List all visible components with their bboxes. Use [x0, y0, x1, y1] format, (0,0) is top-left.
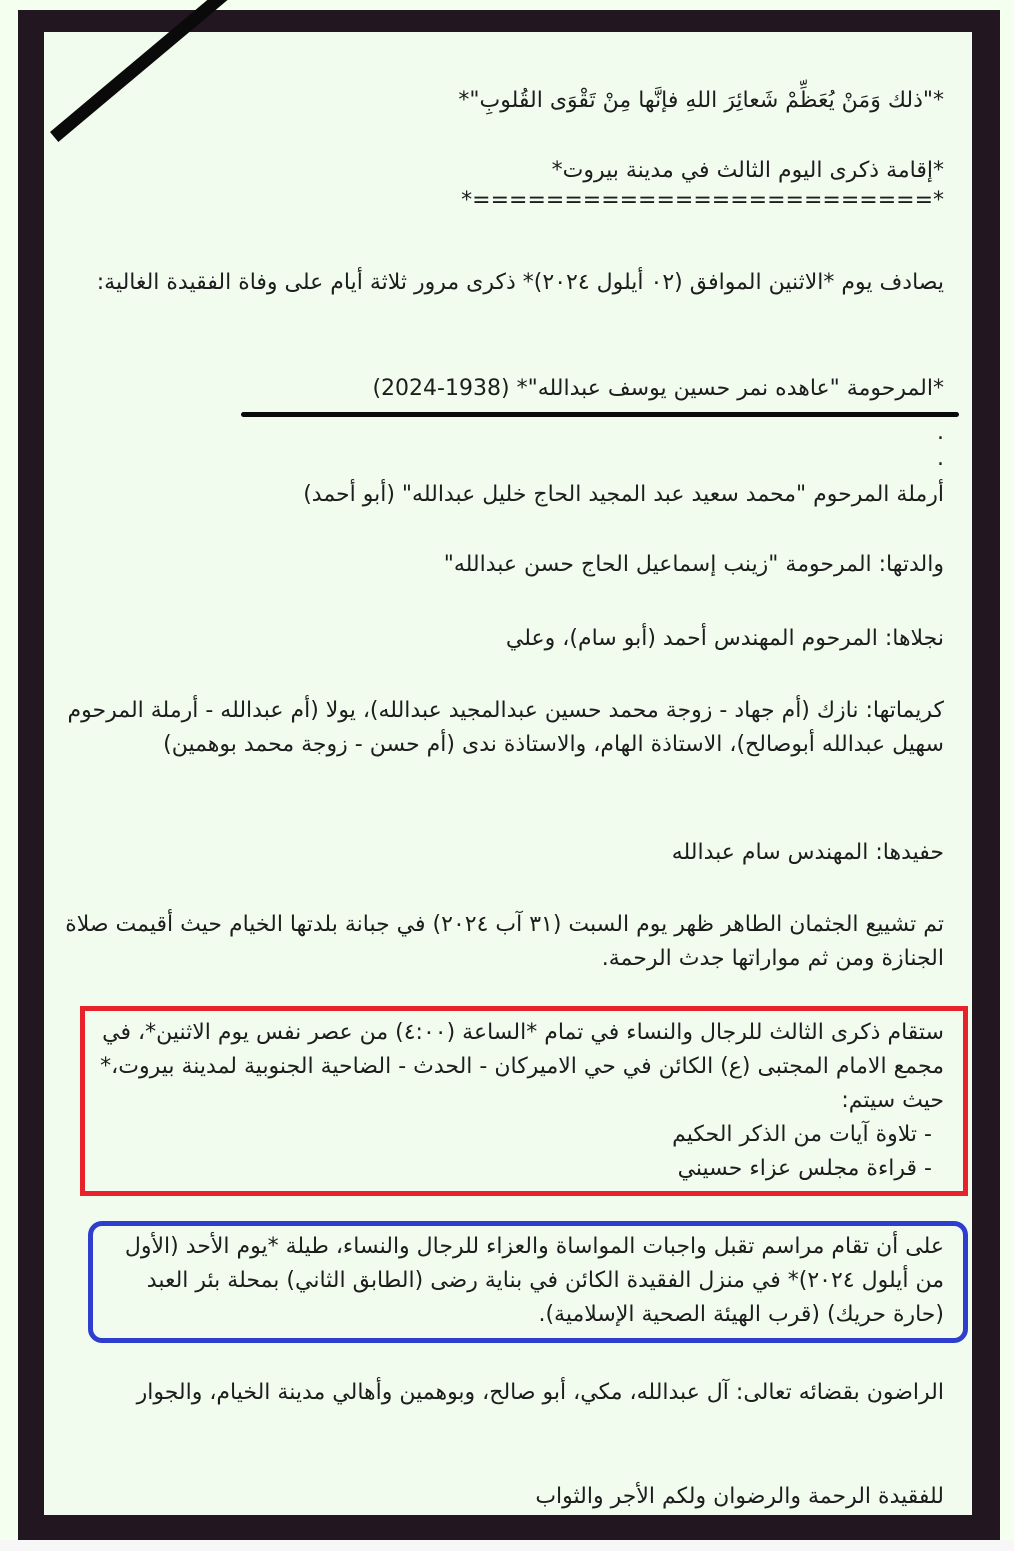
quran-verse: *"ذلك وَمَنْ يُعَظِّمْ شَعائِرَ اللهِ فإنَّها مِنْ تَقْوَى القُلوبِ"* — [458, 88, 944, 113]
divider: *=========================* — [461, 188, 944, 213]
memorial-paragraph: ستقام ذكرى الثالث للرجال والنساء في تمام *الساعة (٤:٠٠) من عصر نفس يوم الاثنين*، في مجمع الامام المجتبى (ع) الكائن في حي الاميركان - الحدث - الضاحية الجنوبية لمدينة بيروت،* حيث سيتم: — [100, 1020, 944, 1113]
dot: . — [937, 420, 944, 445]
funeral-paragraph: تم تشييع الجثمان الطاهر ظهر يوم السبت (٣١ آب ٢٠٢٤) في جبانة بلدتها الخيام حيث أقيمت صلاة الجنازة ومن ثم مواراتها جدث الرحمة. — [65, 912, 944, 971]
mourning-ribbon-icon — [50, 0, 303, 142]
dot: . — [937, 446, 944, 471]
intro-paragraph: يصادف يوم *الاثنين الموافق (٠٢ أيلول ٢٠٢٤)* ذكرى مرور ثلاثة أيام على وفاة الفقيدة الغالية: — [96, 270, 944, 295]
memorial-item: - تلاوة آيات من الذكر الحكيم — [672, 1122, 932, 1147]
widow-line: أرملة المرحوم "محمد سعيد عبد المجيد الحاج خليل عبدالله" (أبو أحمد) — [303, 482, 944, 507]
name-underline — [241, 412, 959, 417]
announcement-paper — [44, 32, 972, 1515]
daughters-paragraph: كريماتها: نازك (أم جهاد - زوجة محمد حسين عبدالمجيد عبدالله)، يولا (أم عبدالله - أرملة المرحوم سهيل عبدالله أبوصالح)، الاستاذة الهام، والاستاذة ندى (أم حسن - زوجة محمد بوهمين) — [67, 698, 944, 757]
condolences-paragraph: على أن تقام مراسم تقبل واجبات المواساة والعزاء للرجال والنساء، طيلة *يوم الأحد (الأول من أيلول ٢٠٢٤)* في منزل الفقيدة الكائن في بناية رضى (الطابق الثاني) بمحلة بئر العبد (حارة حريك) (قرب الهيئة الصحية الإسلامية). — [124, 1234, 944, 1327]
memorial-item: - قراءة مجلس عزاء حسيني — [677, 1156, 932, 1181]
grandson-line: حفيدها: المهندس سام عبدالله — [671, 840, 944, 865]
closing-line: للفقيدة الرحمة والرضوان ولكم الأجر والثواب — [535, 1484, 944, 1509]
heading: *إقامة ذكرى اليوم الثالث في مدينة بيروت* — [551, 158, 944, 183]
black-frame — [18, 10, 1000, 1540]
mother-line: والدتها: المرحومة "زينب إسماعيل الحاج حسن عبدالله" — [443, 552, 944, 577]
bottom-strip — [0, 1540, 1014, 1551]
deceased-name: *المرحومة "عاهده نمر حسين يوسف عبدالله"* (1938-2024) — [372, 376, 944, 401]
family-paragraph: الراضون بقضائه تعالى: آل عبدالله، مكي، أبو صالح، وبوهمين وأهالي مدينة الخيام، والجوار — [136, 1380, 944, 1405]
sons-line: نجلاها: المرحوم المهندس أحمد (أبو سام)، وعلي — [505, 626, 944, 651]
